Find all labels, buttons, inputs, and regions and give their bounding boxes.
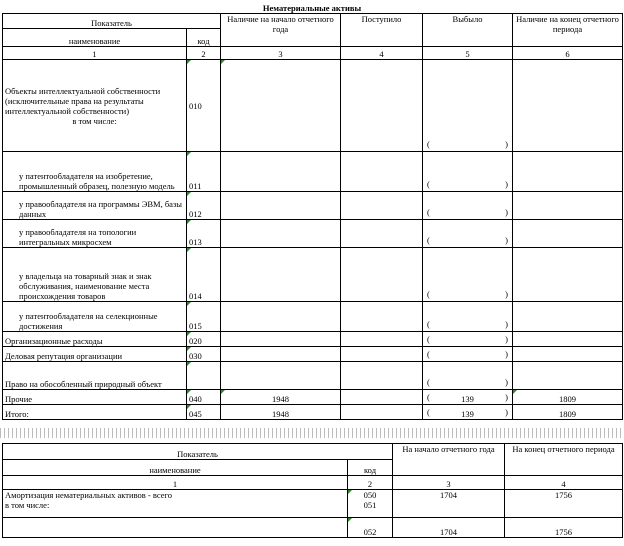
row-code[interactable]: 040 <box>187 390 221 405</box>
row-code[interactable]: 011 <box>187 152 221 192</box>
paren-close: ) <box>505 179 508 189</box>
table-row <box>3 302 623 332</box>
row-col6[interactable] <box>513 192 623 220</box>
row-col4[interactable] <box>341 362 423 390</box>
row-col5[interactable] <box>423 362 513 390</box>
row-name[interactable]: Право на обособленный природный объект <box>3 362 187 390</box>
row-name[interactable]: у правообладателя на топологии интегральных микросхем <box>3 220 187 248</box>
header2-col4[interactable]: На конец отчетного периода <box>505 444 623 476</box>
table-row <box>3 405 623 420</box>
code-051: 051 <box>363 500 377 510</box>
row-col3[interactable] <box>221 60 341 152</box>
row-name[interactable]: Организационные расходы <box>3 332 187 347</box>
selection-marker <box>3 192 4 219</box>
row-code[interactable]: 020 <box>187 332 221 347</box>
paren-close: ) <box>505 349 508 359</box>
header-col6[interactable]: Наличие на конец отчетного периода <box>513 14 623 47</box>
row-name[interactable] <box>3 490 348 518</box>
header-indicator-2[interactable]: Показатель <box>3 444 393 460</box>
row-name[interactable] <box>3 518 348 538</box>
row-name[interactable]: Итого: <box>3 405 187 420</box>
row-col4[interactable] <box>341 405 423 420</box>
table-row <box>3 490 623 518</box>
colnum-6[interactable]: 6 <box>513 47 623 60</box>
row-col4[interactable] <box>341 332 423 347</box>
paren-close: ) <box>505 207 508 217</box>
paren-open: ( <box>427 139 430 149</box>
row-col6[interactable] <box>513 248 623 302</box>
colnum-1[interactable]: 1 <box>3 47 187 60</box>
paren-close: ) <box>505 334 508 344</box>
row-code[interactable]: 052 <box>348 518 393 538</box>
row-col3[interactable] <box>221 152 341 192</box>
row-code[interactable]: 045 <box>187 405 221 420</box>
row-col5[interactable] <box>423 192 513 220</box>
row-name-text: Амортизация нематериальных активов - всего <box>5 490 173 500</box>
row-col5[interactable] <box>423 248 513 302</box>
row-col5[interactable] <box>423 347 513 362</box>
header2-code[interactable]: код <box>348 460 393 476</box>
paren-open: ( <box>427 334 430 344</box>
colnum-2[interactable]: 2 <box>187 47 221 60</box>
header-name[interactable]: наименование <box>3 29 187 47</box>
row-col4[interactable] <box>341 192 423 220</box>
paren-open: ( <box>427 179 430 189</box>
row-name[interactable]: у патентообладателя на изобретение, промышленный образец, полезную модель <box>3 152 187 192</box>
row-col4[interactable]: 1756 <box>505 518 623 538</box>
paren-close: ) <box>505 235 508 245</box>
row-name[interactable]: у правообладателя на программы ЭВМ, базы данных <box>3 192 187 220</box>
row-col6[interactable] <box>513 347 623 362</box>
row-col5[interactable] <box>423 152 513 192</box>
row-col3[interactable] <box>221 192 341 220</box>
table-title: Нематериальные активы <box>262 3 362 13</box>
row-col6[interactable] <box>513 302 623 332</box>
row-col5[interactable]: ( 139 ) <box>423 390 513 405</box>
paren-open: ( <box>427 319 430 329</box>
row-col3[interactable]: 1948 <box>221 405 341 420</box>
paren-open: ( <box>427 349 430 359</box>
row-col3[interactable]: 1948 <box>221 390 341 405</box>
row-col4[interactable] <box>341 302 423 332</box>
paren-open: ( <box>427 235 430 245</box>
row-code[interactable]: 030 <box>187 347 221 362</box>
row-col6[interactable] <box>513 60 623 152</box>
row-col3[interactable] <box>221 362 341 390</box>
row-code[interactable] <box>187 362 221 390</box>
row-name[interactable] <box>3 60 187 152</box>
row-col4[interactable]: 1756 <box>505 490 623 518</box>
row-col5[interactable] <box>423 332 513 347</box>
paren-close: ) <box>505 407 508 417</box>
row-col6[interactable] <box>513 362 623 390</box>
row-col4[interactable] <box>341 60 423 152</box>
row-name-subtext: в том числе: <box>5 500 50 510</box>
paren-open: ( <box>427 377 430 387</box>
row-col6[interactable]: 1809 <box>513 390 623 405</box>
table-row <box>3 152 623 192</box>
row-code[interactable] <box>348 490 393 518</box>
code-050: 050 <box>363 490 377 500</box>
colnum2-3[interactable]: 3 <box>393 476 505 490</box>
row-col3[interactable]: 1704 <box>393 518 505 538</box>
header-indicator[interactable]: Показатель <box>3 14 221 29</box>
row-col5[interactable] <box>423 302 513 332</box>
row-name-subtext: в том числе: <box>72 115 117 126</box>
intangible-assets-table <box>2 13 623 420</box>
colnum2-2[interactable]: 2 <box>348 476 393 490</box>
row-col4[interactable] <box>341 152 423 192</box>
colnum2-1[interactable]: 1 <box>3 476 348 490</box>
row-col3[interactable] <box>221 248 341 302</box>
row-code[interactable]: 013 <box>187 220 221 248</box>
row-col6[interactable]: 1809 <box>513 405 623 420</box>
table-row <box>3 220 623 248</box>
paren-close: ) <box>505 139 508 149</box>
row-col3[interactable] <box>221 332 341 347</box>
table-row <box>3 192 623 220</box>
row-code[interactable]: 010 <box>187 60 221 152</box>
header2-col3[interactable]: На начало отчетного года <box>393 444 505 476</box>
row-col3[interactable] <box>221 220 341 248</box>
colnum-3[interactable]: 3 <box>221 47 341 60</box>
table-row <box>3 347 623 362</box>
row-name[interactable]: Деловая репутация организации <box>3 347 187 362</box>
header-col4[interactable]: Поступило <box>341 14 423 47</box>
row-col4[interactable] <box>341 248 423 302</box>
header-col5[interactable]: Выбыло <box>423 14 513 47</box>
row-col6[interactable] <box>513 332 623 347</box>
paren-close: ) <box>505 319 508 329</box>
table-row <box>3 60 623 152</box>
row-col3[interactable] <box>221 347 341 362</box>
paren-open: ( <box>427 289 430 299</box>
paren-close: ) <box>505 289 508 299</box>
header-col3[interactable]: Наличие на начало отчетного года <box>221 14 341 47</box>
row-col5[interactable]: ( 139 ) <box>423 405 513 420</box>
page-break-separator <box>0 428 624 438</box>
row-col5[interactable] <box>423 220 513 248</box>
row-col3[interactable]: 1704 <box>393 490 505 518</box>
colnum-4[interactable]: 4 <box>341 47 423 60</box>
header-code[interactable]: код <box>187 29 221 47</box>
table-row <box>3 518 623 538</box>
colnum2-4[interactable]: 4 <box>505 476 623 490</box>
paren-open: ( <box>427 207 430 217</box>
table-row <box>3 390 623 405</box>
row-col6[interactable] <box>513 220 623 248</box>
row-name[interactable]: у патентообладателя на селекционные достижения <box>3 302 187 332</box>
paren-close: ) <box>505 392 508 402</box>
row-col4[interactable] <box>341 347 423 362</box>
table-row <box>3 332 623 347</box>
row-name[interactable]: Прочие <box>3 390 187 405</box>
row-code[interactable]: 012 <box>187 192 221 220</box>
row-code[interactable]: 015 <box>187 302 221 332</box>
amortization-table <box>2 443 623 538</box>
row-name[interactable]: у владельца на товарный знак и знак обслуживания, наименование места происхождения товаров <box>3 248 187 302</box>
row-col5[interactable] <box>423 60 513 152</box>
row-code[interactable]: 014 <box>187 248 221 302</box>
colnum-5[interactable]: 5 <box>423 47 513 60</box>
paren-close: ) <box>505 377 508 387</box>
table-row <box>3 248 623 302</box>
paren-open: ( <box>427 392 430 402</box>
header2-name[interactable]: наименование <box>3 460 348 476</box>
row-name-text: Объекты интеллектуальной собственности (исключительные права на результаты интеллектуальной собственности) <box>5 85 161 116</box>
row-col3[interactable] <box>221 302 341 332</box>
row-col4[interactable] <box>341 220 423 248</box>
row-col4[interactable] <box>341 390 423 405</box>
table-row <box>3 362 623 390</box>
row-col6[interactable] <box>513 152 623 192</box>
paren-open: ( <box>427 407 430 417</box>
